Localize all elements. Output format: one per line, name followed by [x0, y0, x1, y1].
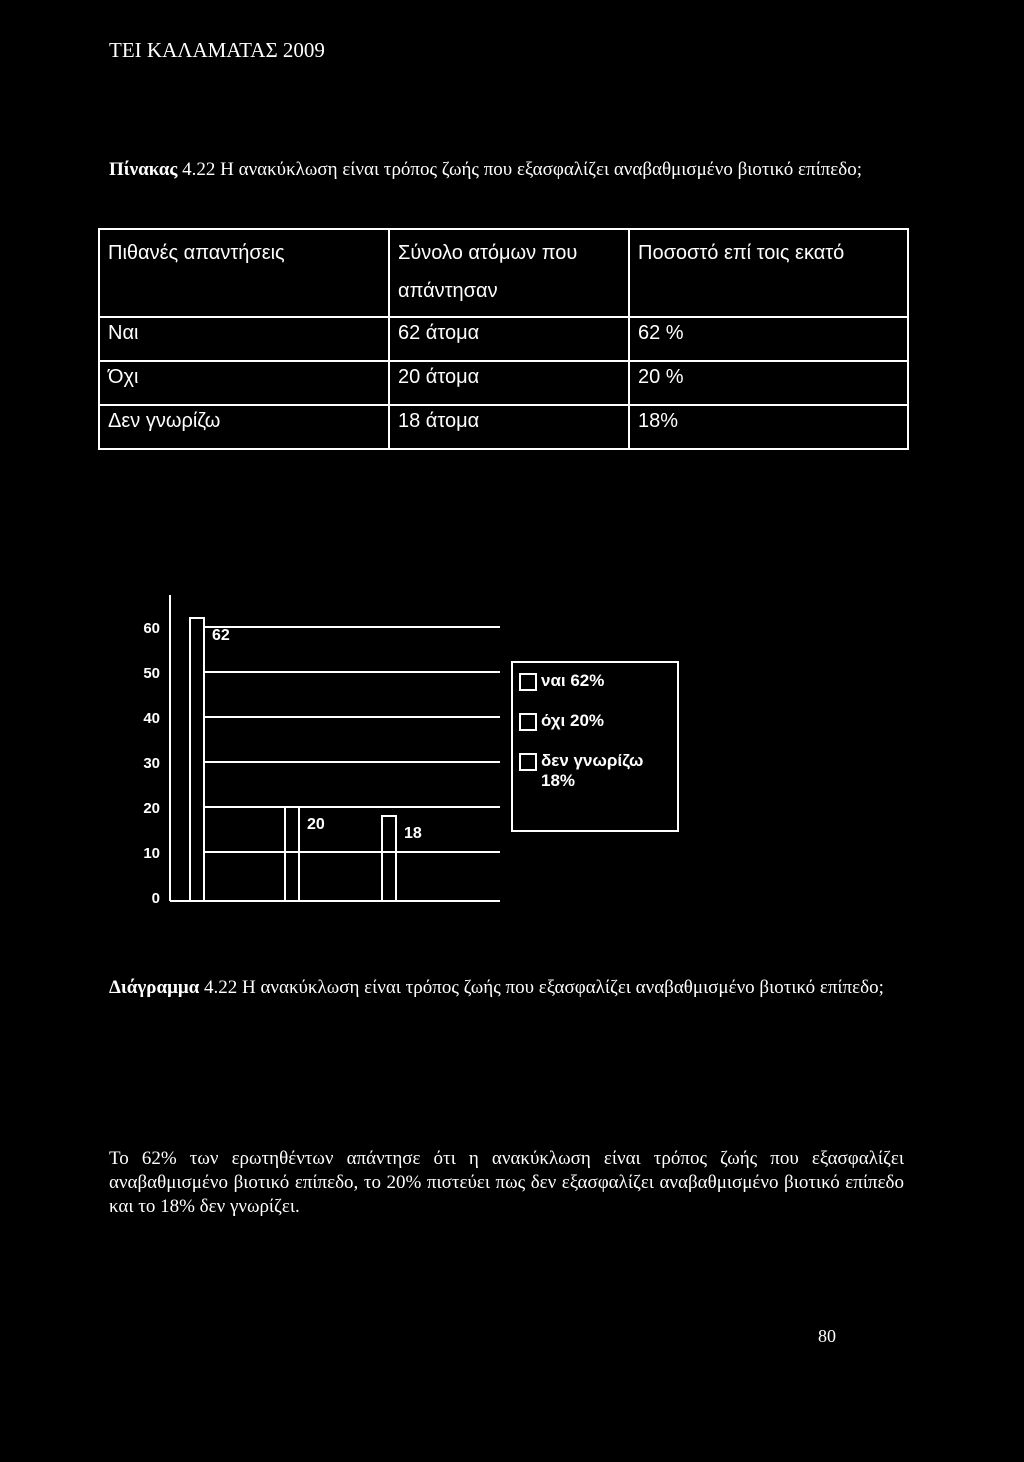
y-tick-label: 0 — [151, 890, 160, 907]
y-tick-label: 20 — [143, 800, 160, 817]
cell-answer: Δεν γνωρίζω — [99, 405, 389, 449]
responses-table — [98, 228, 909, 450]
page-header: ΤΕΙ ΚΑΛΑΜΑΤΑΣ 2009 — [109, 38, 325, 62]
legend-label: όχι 20% — [541, 711, 605, 730]
legend-swatch — [519, 713, 537, 731]
legend-label: ναι 62% — [541, 671, 605, 690]
table-caption-text: 4.22 Η ανακύκλωση είναι τρόπος ζωής που εξασφαλίζει αναβαθμισμένο βιοτικό επίπεδο; — [177, 159, 863, 180]
data-label: 20 — [307, 816, 325, 833]
header-answers: Πιθανές απαντήσεις — [99, 229, 389, 317]
y-tick-label: 30 — [143, 755, 160, 772]
table-caption — [109, 158, 909, 182]
table-row — [99, 361, 908, 405]
chart-caption-text: 4.22 Η ανακύκλωση είναι τρόπος ζωής που εξασφαλίζει αναβαθμισμένο βιοτικό επίπεδο; — [199, 977, 884, 998]
bar — [382, 816, 396, 901]
cell-count: 20 άτομα — [389, 361, 629, 405]
data-label: 62 — [212, 627, 230, 644]
cell-count: 18 άτομα — [389, 405, 629, 449]
header-percent: Ποσοστό επί τοις εκατό — [629, 229, 908, 317]
y-tick-label: 50 — [143, 665, 160, 682]
legend-swatch — [519, 673, 537, 691]
header-count: Σύνολο ατόμων που απάντησαν — [389, 229, 629, 317]
legend-item — [519, 711, 671, 731]
legend-item — [519, 751, 671, 791]
chart-legend — [511, 661, 679, 832]
chart-caption — [109, 976, 909, 1000]
chart-caption-label: Διάγραμμα — [109, 977, 200, 998]
table-row — [99, 405, 908, 449]
page-number: 80 — [818, 1326, 836, 1346]
cell-percent: 18% — [629, 405, 908, 449]
legend-swatch — [519, 753, 537, 771]
legend-label: δεν γνωρίζω 18% — [541, 751, 644, 790]
bar-chart — [120, 585, 510, 915]
cell-answer: Ναι — [99, 317, 389, 361]
bar — [190, 618, 204, 901]
cell-count: 62 άτομα — [389, 317, 629, 361]
table-caption-label: Πίνακας — [109, 159, 178, 180]
bar — [285, 807, 299, 901]
y-tick-label: 40 — [143, 710, 160, 727]
table-row — [99, 317, 908, 361]
legend-item — [519, 671, 671, 691]
y-tick-label: 10 — [143, 845, 160, 862]
cell-percent: 20 % — [629, 361, 908, 405]
cell-answer: Όχι — [99, 361, 389, 405]
summary-paragraph: Το 62% των ερωτηθέντων απάντησε ότι η ανακύκλωση είναι τρόπος ζωής που εξασφαλίζει αναβαθμισμένο βιοτικό επίπεδο, το 20% πιστεύει πως δεν εξασφαλίζει αναβαθμισμένο βιοτικό επίπεδο και το 18% δεν γνωρίζει. — [109, 1148, 904, 1217]
table-header-row — [99, 229, 908, 317]
cell-percent: 62 % — [629, 317, 908, 361]
data-label: 18 — [404, 825, 422, 842]
y-tick-label: 60 — [143, 620, 160, 637]
